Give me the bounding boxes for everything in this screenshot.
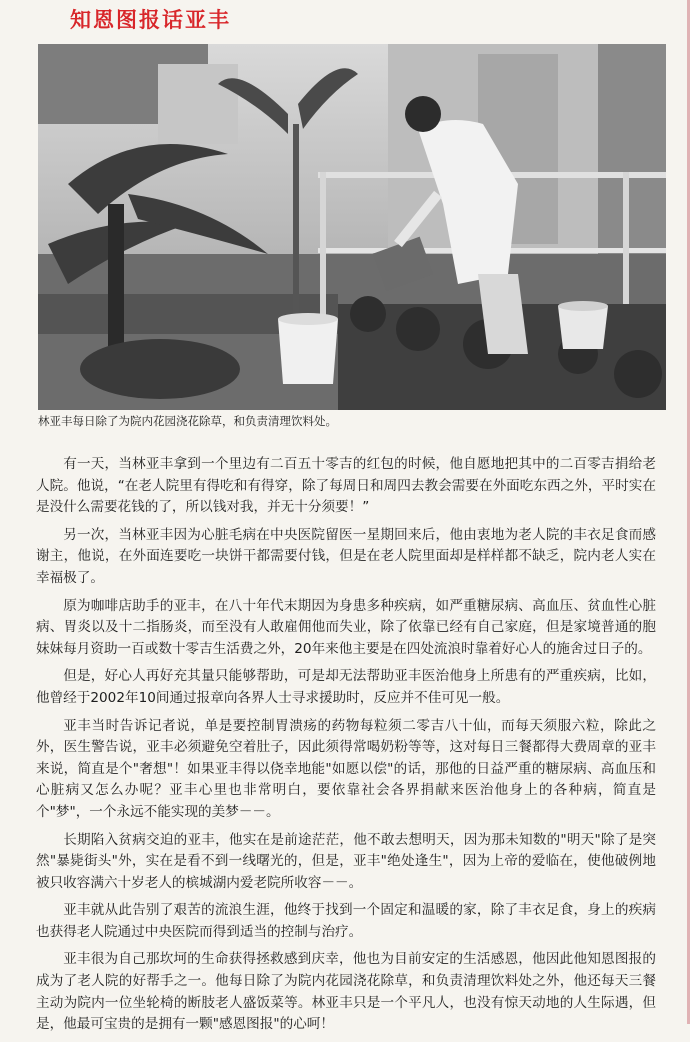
article-photo <box>38 44 666 410</box>
article-paragraph: 有一天，当林亚丰拿到一个里边有二百五十零吉的红包的时候，他自愿地把其中的二百零吉捐给老人院。他说，“在老人院里有得吃和有得穿，除了每周日和周四去教会需要在外面吃东西之外，平时实在是没什么需要花钱的了，所以钱对我，并无十分须要！” <box>36 456 656 516</box>
article-body <box>36 454 656 1042</box>
photo-caption: 林亚丰每日除了为院内花园浇花除草，和负责清理饮料处。 <box>38 414 337 428</box>
photo-of-man-watering-garden-icon <box>38 44 666 410</box>
article-paragraph: 原为咖啡店助手的亚丰，在八十年代末期因为身患多种疾病，如严重糖尿病、高血压、贫血性心脏病、胃炎以及十二指肠炎，而至没有人敢雇佣他而失业，除了依靠已经有自己家庭，但是家境普通的胞妹妹每月资助一百或数十零吉生活费之外，20年来他主要是在四处流浪时靠着好心人的施舍过日子的。 <box>36 597 656 657</box>
article-paragraph: 另一次，当林亚丰因为心脏毛病在中央医院留医一星期回来后，他由衷地为老人院的丰衣足食而感谢主，他说，在外面连要吃一块饼干都需要付钱，但是在老人院里面却是样样都不缺乏，院内老人实在幸福极了。 <box>36 526 656 586</box>
article-paragraph: 长期陷入贫病交迫的亚丰，他实在是前途茫茫，他不敢去想明天，因为那未知数的"明天"除了是突然"暴毙街头"外，实在是看不到一线曙光的，但是，亚丰"绝处逢生"，因为上帝的爱临在，使他破例地被只收容满六十岁老人的槟城湖内爱老院所收容－－。 <box>36 831 656 891</box>
article-paragraph: 亚丰很为自己那坎坷的生命获得拯救感到庆幸，他也为目前安定的生活感恩，他因此他知恩图报的成为了老人院的好帮手之一。他每日除了为院内花园浇花除草，和负责清理饮料处之外，他还每天三餐主动为院内一位坐轮椅的断肢老人盛饭菜等。林亚丰只是一个平凡人，也没有惊天动地的人生际遇，但是，他最可宝贵的是拥有一颗"感恩图报"的心呵！ <box>36 951 656 1033</box>
article-paragraph: 亚丰当时告诉记者说，单是要控制胃溃疡的药物每粒须二零吉八十仙，而每天须服六粒，除此之外，医生警告说，亚丰必须避免空着肚子，因此须得常喝奶粉等等，这对每日三餐都得大费周章的亚丰来说，简直是个"奢想"！如果亚丰得以侥幸地能"如愿以偿"的话，那他的日益严重的糖尿病、高血压和心脏病又怎么办呢？亚丰心里也非常明白，要依靠社会各界捐献来医治他身上的各种病，简直是个"梦"，一个永远不能实现的美梦－－。 <box>36 717 656 820</box>
article-paragraph: 亚丰就从此告别了艰苦的流浪生涯，他终于找到一个固定和温暖的家，除了丰衣足食，身上的疾病也获得老人院通过中央医院而得到适当的控制与治疗。 <box>36 902 656 940</box>
article-paragraph: 但是，好心人再好充其量只能够帮助，可是却无法帮助亚丰医治他身上所患有的严重疾病，比如，他曾经于2002年10间通过报章向各界人士寻求援助时，反应并不佳可见一般。 <box>36 668 656 706</box>
page-title: 知恩图报话亚丰 <box>70 7 231 32</box>
